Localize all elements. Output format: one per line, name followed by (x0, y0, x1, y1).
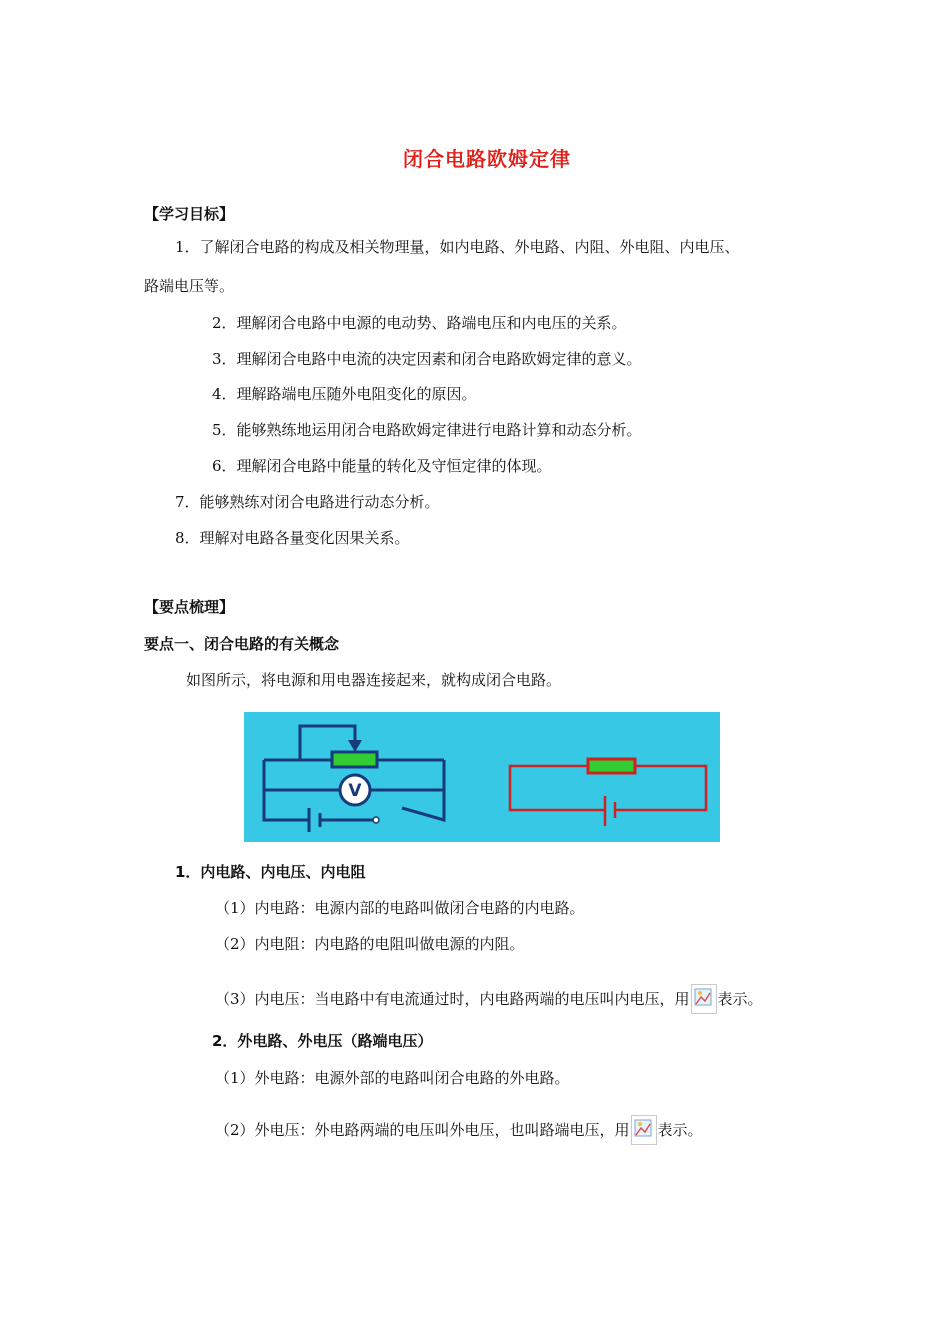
sub-1-p3-text: （3）内电压：当电路中有电流通过时，内电路两端的电压叫内电压，用 (215, 990, 690, 1008)
sub-1-p3 (215, 984, 763, 1014)
sub-2-p2-text: （2）外电压：外电路两端的电压叫外电压，也叫路端电压，用 (215, 1121, 630, 1139)
objective-item-1: 1．了解闭合电路的构成及相关物理量，如内电路、外电路、内阻、外电阻、内电压、 (175, 238, 740, 256)
sub-2-title: 2．外电路、外电压（路端电压） (212, 1032, 433, 1050)
objective-item-2: 2．理解闭合电路中电源的电动势、路端电压和内电压的关系。 (212, 314, 627, 332)
sub-1-title: 1．内电路、内电压、内电阻 (175, 863, 366, 881)
rheostat-symbol (332, 752, 377, 767)
sub-1-p2: （2）内电阻：内电路的电阻叫做电源的内阻。 (215, 935, 525, 953)
objective-item-5: 5．能够熟练地运用闭合电路欧姆定律进行电路计算和动态分析。 (212, 421, 642, 439)
objective-item-7: 7．能够熟练对闭合电路进行动态分析。 (175, 493, 440, 511)
objective-item-4: 4．理解路端电压随外电阻变化的原因。 (212, 385, 477, 403)
point-1-intro: 如图所示，将电源和用电器连接起来，就构成闭合电路。 (186, 671, 562, 689)
sub-2-p2-text-end: 表示。 (657, 1121, 703, 1139)
right-circuit (510, 766, 706, 826)
sub-1-p1: （1）内电路：电源内部的电路叫做闭合电路的内电路。 (215, 899, 585, 917)
objectives-heading: 【学习目标】 (144, 205, 235, 223)
objective-item-6: 6．理解闭合电路中能量的转化及守恒定律的体现。 (212, 457, 552, 475)
resistor-symbol (588, 759, 635, 773)
page-title: 闭合电路欧姆定律 (403, 147, 571, 171)
objective-item-8: 8．理解对电路各量变化因果关系。 (175, 529, 410, 547)
sub-1-p3-text-end: 表示。 (717, 990, 763, 1008)
broken-image-icon (631, 1115, 657, 1145)
switch-contact (373, 817, 379, 823)
key-points-heading: 【要点梳理】 (144, 598, 235, 616)
objective-item-3: 3．理解闭合电路中电流的决定因素和闭合电路欧姆定律的意义。 (212, 350, 642, 368)
broken-image-icon (691, 984, 717, 1014)
sub-2-p1: （1）外电路：电源外部的电路叫闭合电路的外电路。 (215, 1069, 570, 1087)
circuit-diagrams (244, 712, 720, 842)
objective-item-1-cont: 路端电压等。 (144, 277, 235, 295)
point-1-title: 要点一、闭合电路的有关概念 (144, 635, 340, 653)
slider-arrow-icon (348, 740, 362, 752)
sub-2-p2 (215, 1115, 703, 1145)
circuit-figure (244, 712, 720, 842)
voltmeter-label: V (348, 781, 362, 801)
